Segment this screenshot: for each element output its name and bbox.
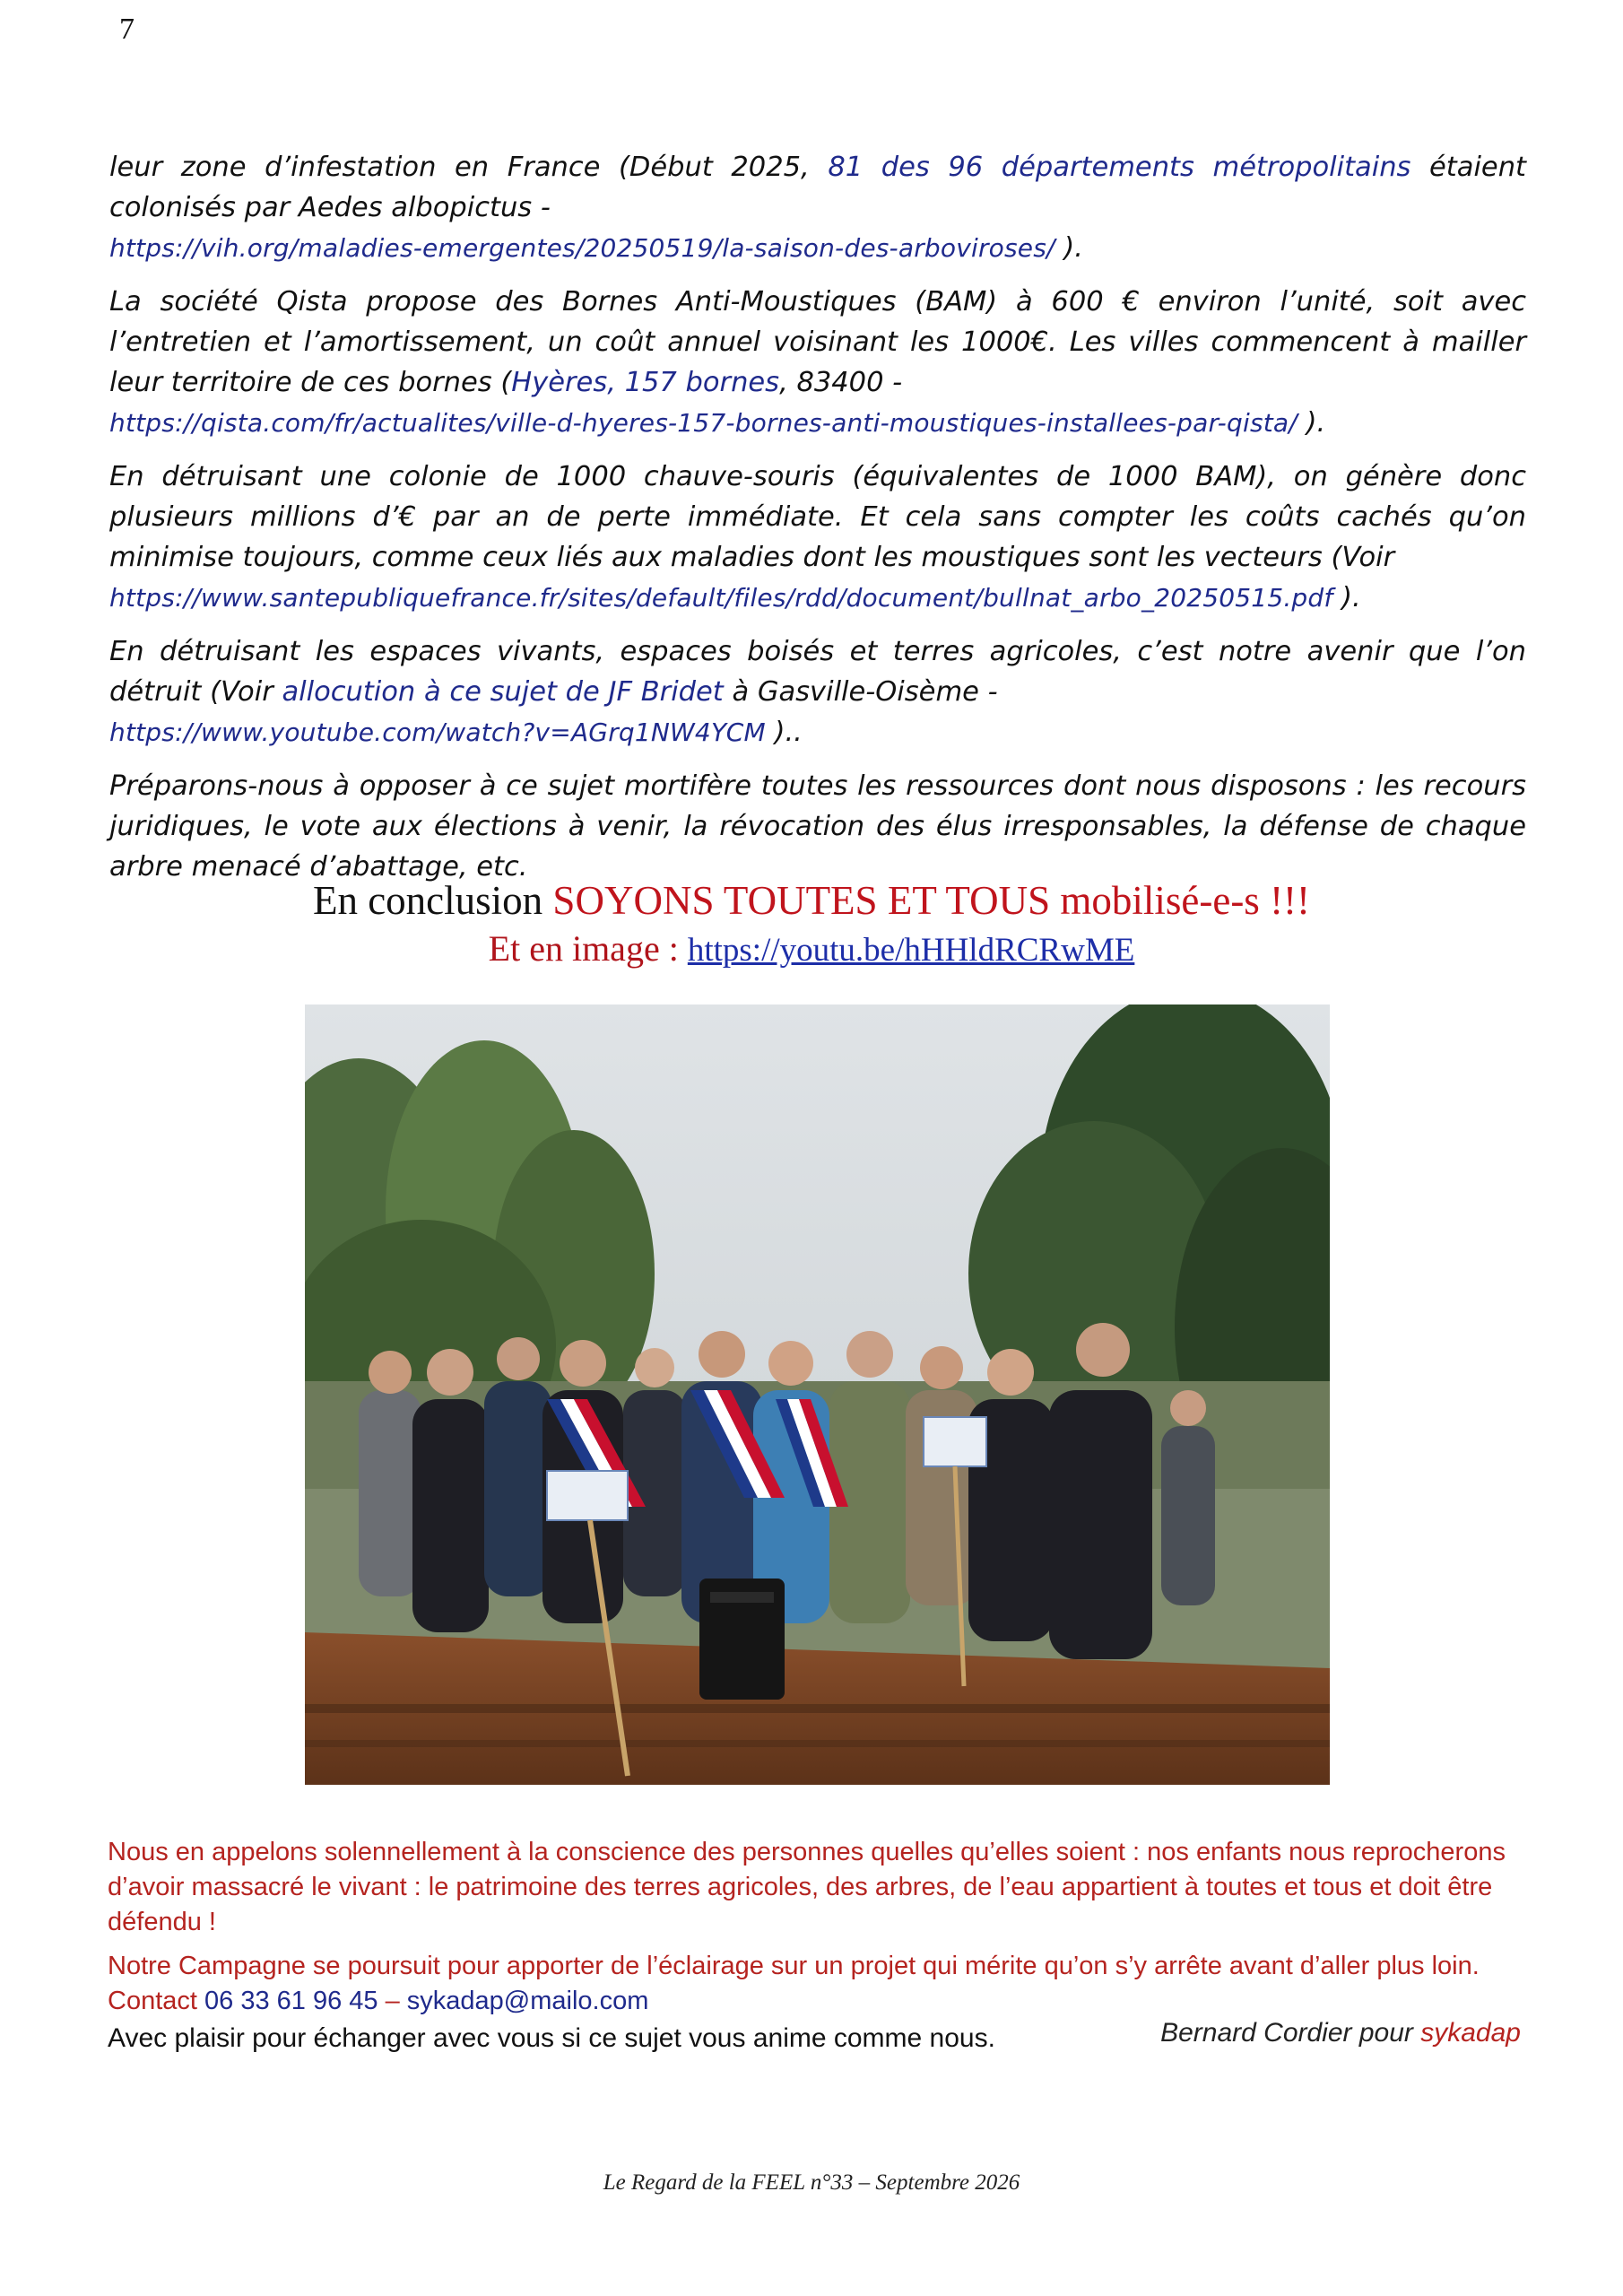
closing-line: Avec plaisir pour échanger avec vous si ce sujet vous anime comme nous.: [108, 2023, 995, 2053]
departements-link[interactable]: 81 des 96 départements métropolitains: [828, 152, 1411, 183]
image-link-line: Et en image : https://youtu.be/hHHldRCRwME: [488, 928, 1135, 969]
conclusion-heading: En conclusion SOYONS TOUTES ET TOUS mobilisé-e-s !!!: [312, 878, 1311, 923]
conclusion-highlight: SOYONS TOUTES ET TOUS mobilisé-e-s !!!: [552, 878, 1311, 923]
paragraph-qista: La société Qista propose des Bornes Anti-Moustiques (BAM) à 600 € environ l’unité, soit avec l’entretien et l’amortissement, un coût annuel voisinant les 1000€. Les villes commencent à mailler leur territoire de ces bornes (Hyères, 157 bornes, 83400 - https://qista.com/fr/actualites/ville-d-hyeres-157-bornes-anti-moustiques-installees-par-qista/ ).: [109, 286, 1526, 439]
allocution-link[interactable]: allocution à ce sujet de JF Bridet: [282, 676, 724, 708]
signature: Bernard Cordier pour sykadap: [1160, 2018, 1521, 2048]
youtube-url-link[interactable]: https://www.youtube.com/watch?v=AGrq1NW4YCM: [109, 718, 766, 747]
paragraph-bats: En détruisant une colonie de 1000 chauve-souris (équivalentes de 1000 BAM), on génère donc plusieurs millions d’€ par an de perte immédiate. Et cela sans compter les coûts cachés qu’on minimise toujours, comme ceux liés aux maladies dont les moustiques sont les vecteurs (Voir https://www.santepubliquefrance.fr/sites/default/files/rdd/document/bullnat_arbo_20250515.pdf ).: [109, 461, 1526, 613]
vih-url-link[interactable]: https://vih.org/maladies-emergentes/20250519/la-saison-des-arboviroses/: [109, 233, 1055, 263]
contact-line: Contact 06 33 61 96 45 – sykadap@mailo.com: [108, 1987, 649, 2015]
group-photo-illustration: [305, 1004, 1330, 1785]
article-body: [109, 147, 1526, 900]
journal-footer: Le Regard de la FEEL n°33 – Septembre 2026: [603, 2170, 1020, 2195]
page-number: 7: [119, 13, 135, 46]
signature-org: sykadap: [1420, 2018, 1521, 2048]
qista-url-link[interactable]: https://qista.com/fr/actualites/ville-d-hyeres-157-bornes-anti-moustiques-installees-par-qista/: [109, 408, 1298, 438]
contact-phone[interactable]: 06 33 61 96 45: [204, 1987, 378, 2015]
appeal-text: Nous en appelons solennellement à la conscience des personnes quelles qu’elles soient : nos enfants nous reprocherons d’avoir massacré le vivant : le patrimoine des terres agricoles, des arbres, de l’eau appartient à toutes et tous et doit être défendu !: [108, 1838, 1506, 1936]
hyeres-link[interactable]: Hyères, 157 bornes: [511, 367, 780, 398]
youtu-be-link[interactable]: https://youtu.be/hHHldRCRwME: [687, 932, 1135, 969]
paragraph-preparons: Préparons-nous à opposer à ce sujet mortifère toutes les ressources dont nous disposons : les recours juridiques, le vote aux élections à venir, la révocation des élus irresponsables, la défense de chaque arbre menacé d’abattage, etc.: [109, 770, 1526, 883]
paragraph-espaces: En détruisant les espaces vivants, espaces boisés et terres agricoles, c’est notre avenir que l’on détruit (Voir allocution à ce sujet de JF Bridet à Gasville-Oisème - https://www.youtube.com/watch?v=AGrq1NW4YCM )..: [109, 636, 1526, 748]
santepublique-url-link[interactable]: https://www.santepubliquefrance.fr/sites/default/files/rdd/document/bullnat_arbo_20250515.pdf: [109, 583, 1333, 613]
campaign-text: Notre Campagne se poursuit pour apporter de l’éclairage sur un projet qui mérite qu’on s’y arrête avant d’aller plus loin.: [108, 1952, 1480, 1980]
group-photo: [305, 1004, 1330, 1785]
paragraph-infestation: leur zone d’infestation en France (Début 2025, 81 des 96 départements métropolitains étaient colonisés par Aedes albopictus - https://vih.org/maladies-emergentes/20250519/la-saison-des-arboviroses/ ).: [109, 152, 1526, 264]
contact-email[interactable]: sykadap@mailo.com: [406, 1987, 649, 2015]
